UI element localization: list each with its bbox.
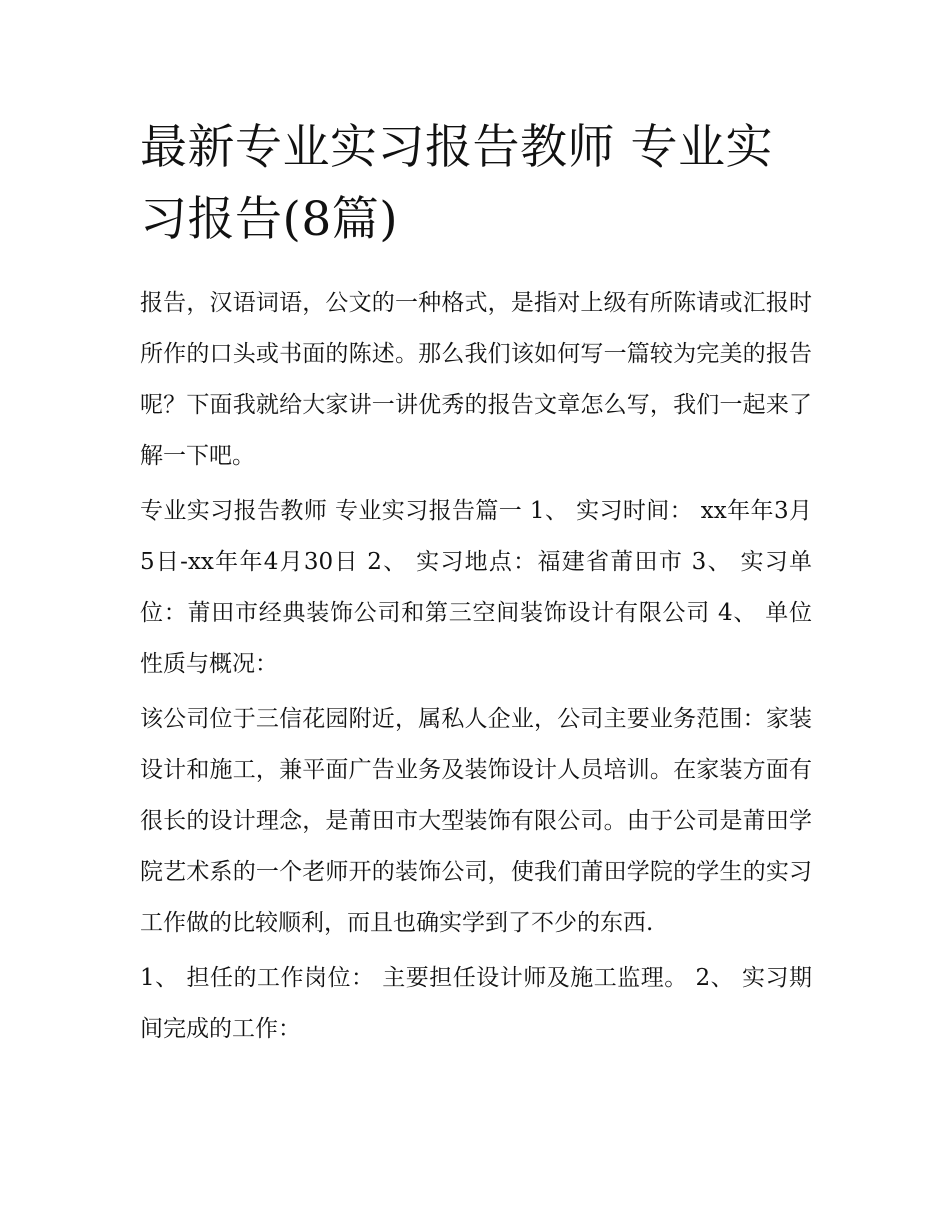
document-body xyxy=(140,112,812,1059)
company-overview-paragraph: 该公司位于三信花园附近，属私人企业，公司主要业务范围：家装设计和施工，兼平面广告业务及装饰设计人员培训。在家装方面有很长的设计理念，是莆田市大型装饰有限公司。由于公司是莆田学院艺术系的一个老师开的装饰公司，使我们莆田学院的学生的实习工作做的比较顺利，而且也确实学到了不少的东西. xyxy=(140,706,812,936)
internship-info-paragraph: 专业实习报告教师 专业实习报告篇一 1、 实习时间： xx年年3月5日-xx年年4月30日 2、 实习地点：福建省莆田市 3、 实习单位：莆田市经典装饰公司和第三空间装饰设计有限公司 4、 单位性质与概况： xyxy=(140,498,812,677)
intro-paragraph: 报告，汉语词语，公文的一种格式，是指对上级有所陈请或汇报时所作的口头或书面的陈述。那么我们该如何写一篇较为完美的报告呢？下面我就给大家讲一讲优秀的报告文章怎么写，我们一起来了解一下吧。 xyxy=(140,290,812,469)
document-title: 最新专业实习报告教师 专业实习报告(8篇) xyxy=(140,120,773,247)
job-position-paragraph: 1、 担任的工作岗位： 主要担任设计师及施工监理。 2、 实习期间完成的工作： xyxy=(140,965,812,1042)
